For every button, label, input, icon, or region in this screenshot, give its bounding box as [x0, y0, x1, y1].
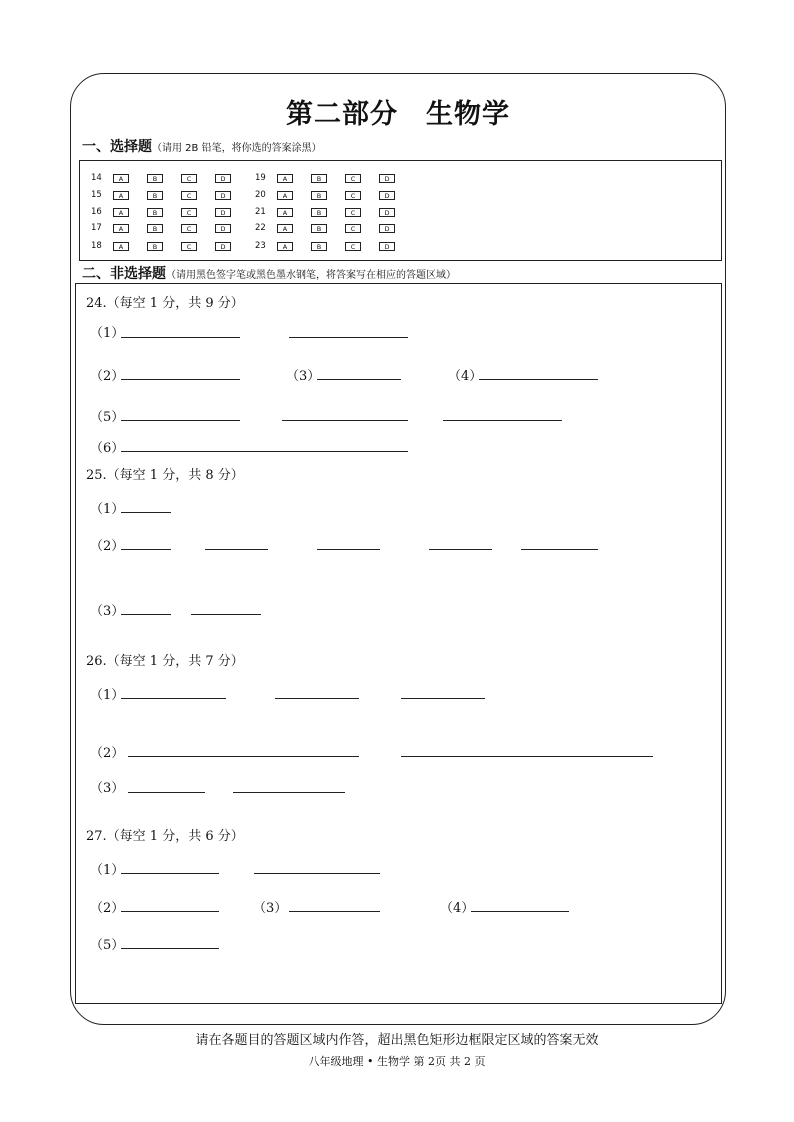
q26-blank-2b[interactable] — [401, 756, 653, 757]
mc-question-number: 18 — [91, 241, 102, 251]
mc-option-bubble-a[interactable]: A — [113, 174, 129, 183]
q26-blank-1a[interactable] — [121, 698, 226, 699]
free-answer-box — [75, 283, 722, 1004]
mc-option-bubble-c[interactable]: C — [181, 191, 197, 200]
mc-option-bubble-b[interactable]: B — [147, 224, 163, 233]
q26-label-1: （1） — [90, 688, 125, 703]
q25-label-3: （3） — [90, 604, 125, 619]
q27-label-5: （5） — [90, 938, 125, 953]
q24-blank-1b[interactable] — [289, 337, 408, 338]
mc-option-bubble-d[interactable]: D — [379, 224, 395, 233]
q25-label-2: （2） — [90, 539, 125, 554]
q27-label-3: （3） — [253, 901, 288, 916]
mc-option-bubble-d[interactable]: D — [379, 208, 395, 217]
mc-question-number: 22 — [255, 223, 266, 233]
mc-option-bubble-b[interactable]: B — [147, 174, 163, 183]
q26-header: 26.（每空 1 分，共 7 分） — [86, 654, 244, 669]
section1-note: （请用 2B 铅笔，将你选的答案涂黑） — [152, 143, 322, 154]
q26-blank-1b[interactable] — [275, 698, 359, 699]
mc-option-bubble-b[interactable]: B — [311, 191, 327, 200]
mc-option-bubble-a[interactable]: A — [277, 224, 293, 233]
q24-blank-2[interactable] — [121, 379, 240, 380]
mc-option-bubble-b[interactable]: B — [311, 208, 327, 217]
mc-option-bubble-d[interactable]: D — [215, 242, 231, 251]
mc-question-number: 19 — [255, 173, 266, 183]
mc-option-bubble-a[interactable]: A — [277, 174, 293, 183]
mc-question-row — [91, 172, 249, 184]
mc-option-bubble-c[interactable]: C — [181, 208, 197, 217]
q27-label-4: （4） — [440, 901, 475, 916]
mc-option-bubble-c[interactable]: C — [181, 174, 197, 183]
mc-option-bubble-c[interactable]: C — [345, 242, 361, 251]
q26-blank-2a[interactable] — [128, 756, 359, 757]
q27-blank-1b[interactable] — [254, 873, 380, 874]
q25-blank-2e[interactable] — [521, 549, 598, 550]
q25-blank-2c[interactable] — [317, 549, 380, 550]
q25-blank-3b[interactable] — [191, 614, 261, 615]
mc-option-bubble-a[interactable]: A — [277, 191, 293, 200]
q24-blank-5b[interactable] — [282, 420, 408, 421]
mc-question-row — [255, 189, 413, 201]
mc-option-bubble-b[interactable]: B — [311, 224, 327, 233]
q24-blank-1a[interactable] — [121, 337, 240, 338]
q27-label-2: （2） — [90, 901, 125, 916]
q24-label-6: （6） — [90, 441, 125, 456]
q26-label-2: （2） — [90, 746, 125, 761]
mc-option-bubble-d[interactable]: D — [379, 174, 395, 183]
q25-label-1: （1） — [90, 502, 125, 517]
mc-question-row — [255, 240, 413, 252]
q25-blank-2d[interactable] — [429, 549, 492, 550]
q25-header: 25.（每空 1 分，共 8 分） — [86, 468, 244, 483]
mc-question-row — [91, 206, 249, 218]
section1-heading — [82, 136, 322, 156]
mc-option-bubble-c[interactable]: C — [345, 191, 361, 200]
q24-label-5: （5） — [90, 410, 125, 425]
q25-blank-2a[interactable] — [121, 549, 171, 550]
q27-label-1: （1） — [90, 863, 125, 878]
mc-option-bubble-a[interactable]: A — [113, 224, 129, 233]
q24-blank-5c[interactable] — [443, 420, 562, 421]
mc-question-number: 14 — [91, 173, 102, 183]
q27-blank-2[interactable] — [121, 911, 219, 912]
mc-question-number: 20 — [255, 190, 266, 200]
mc-option-bubble-d[interactable]: D — [215, 174, 231, 183]
q27-blank-3[interactable] — [289, 911, 380, 912]
mc-option-bubble-b[interactable]: B — [147, 208, 163, 217]
q26-label-3: （3） — [90, 781, 125, 796]
mc-option-bubble-d[interactable]: D — [215, 224, 231, 233]
mc-option-bubble-d[interactable]: D — [215, 191, 231, 200]
mc-option-bubble-a[interactable]: A — [113, 242, 129, 251]
mc-question-row — [91, 240, 249, 252]
q24-label-3: （3） — [286, 369, 321, 384]
mc-option-bubble-c[interactable]: C — [345, 224, 361, 233]
section1-title: 一、选择题 — [82, 139, 152, 155]
footer-page-info: 八年级地理 • 生物学 第 2页 共 2 页 — [308, 1055, 486, 1068]
mc-option-bubble-b[interactable]: B — [311, 174, 327, 183]
q24-header: 24.（每空 1 分，共 9 分） — [86, 296, 244, 311]
mc-option-bubble-c[interactable]: C — [181, 242, 197, 251]
mc-option-bubble-d[interactable]: D — [215, 208, 231, 217]
q26-blank-1c[interactable] — [401, 698, 485, 699]
q24-label-4: （4） — [448, 369, 483, 384]
mc-question-number: 23 — [255, 241, 266, 251]
mc-question-row — [255, 206, 413, 218]
q26-blank-3b[interactable] — [233, 792, 345, 793]
mc-option-bubble-d[interactable]: D — [379, 191, 395, 200]
mc-option-bubble-a[interactable]: A — [113, 208, 129, 217]
q24-blank-4[interactable] — [479, 379, 598, 380]
section2-heading — [82, 263, 456, 283]
mc-option-bubble-a[interactable]: A — [277, 242, 293, 251]
mc-question-number: 15 — [91, 190, 102, 200]
mc-question-row — [91, 222, 249, 234]
q25-blank-2b[interactable] — [205, 549, 268, 550]
q25-blank-1[interactable] — [121, 512, 171, 513]
mc-option-bubble-c[interactable]: C — [181, 224, 197, 233]
mc-question-row — [255, 172, 413, 184]
footer-notice: 请在各题目的答题区域内作答，超出黑色矩形边框限定区域的答案无效 — [195, 1033, 599, 1048]
q25-blank-3a[interactable] — [121, 614, 171, 615]
mc-question-number: 16 — [91, 207, 102, 217]
mc-question-row — [255, 222, 413, 234]
q24-label-1: （1） — [90, 326, 125, 341]
q26-blank-3a[interactable] — [128, 792, 205, 793]
mc-question-row — [91, 189, 249, 201]
section2-note: （请用黑色签字笔或黑色墨水钢笔，将答案写在相应的答题区域） — [166, 270, 456, 281]
q27-header: 27.（每空 1 分，共 6 分） — [86, 829, 244, 844]
q24-blank-3[interactable] — [317, 379, 401, 380]
mc-question-number: 21 — [255, 207, 266, 217]
page-title: 第二部分 生物学 — [286, 99, 510, 130]
mc-option-bubble-c[interactable]: C — [345, 208, 361, 217]
q24-blank-5a[interactable] — [121, 420, 240, 421]
q24-label-2: （2） — [90, 369, 125, 384]
mc-question-number: 17 — [91, 223, 102, 233]
mc-option-bubble-a[interactable]: A — [277, 208, 293, 217]
mc-option-bubble-b[interactable]: B — [311, 242, 327, 251]
mc-option-bubble-c[interactable]: C — [345, 174, 361, 183]
mc-option-bubble-b[interactable]: B — [147, 242, 163, 251]
mc-option-bubble-b[interactable]: B — [147, 191, 163, 200]
section2-title: 二、非选择题 — [82, 266, 166, 282]
q27-blank-4[interactable] — [471, 911, 569, 912]
q27-blank-1a[interactable] — [121, 873, 219, 874]
q24-blank-6[interactable] — [121, 451, 408, 452]
q27-blank-5[interactable] — [121, 948, 219, 949]
mc-option-bubble-a[interactable]: A — [113, 191, 129, 200]
mc-option-bubble-d[interactable]: D — [379, 242, 395, 251]
